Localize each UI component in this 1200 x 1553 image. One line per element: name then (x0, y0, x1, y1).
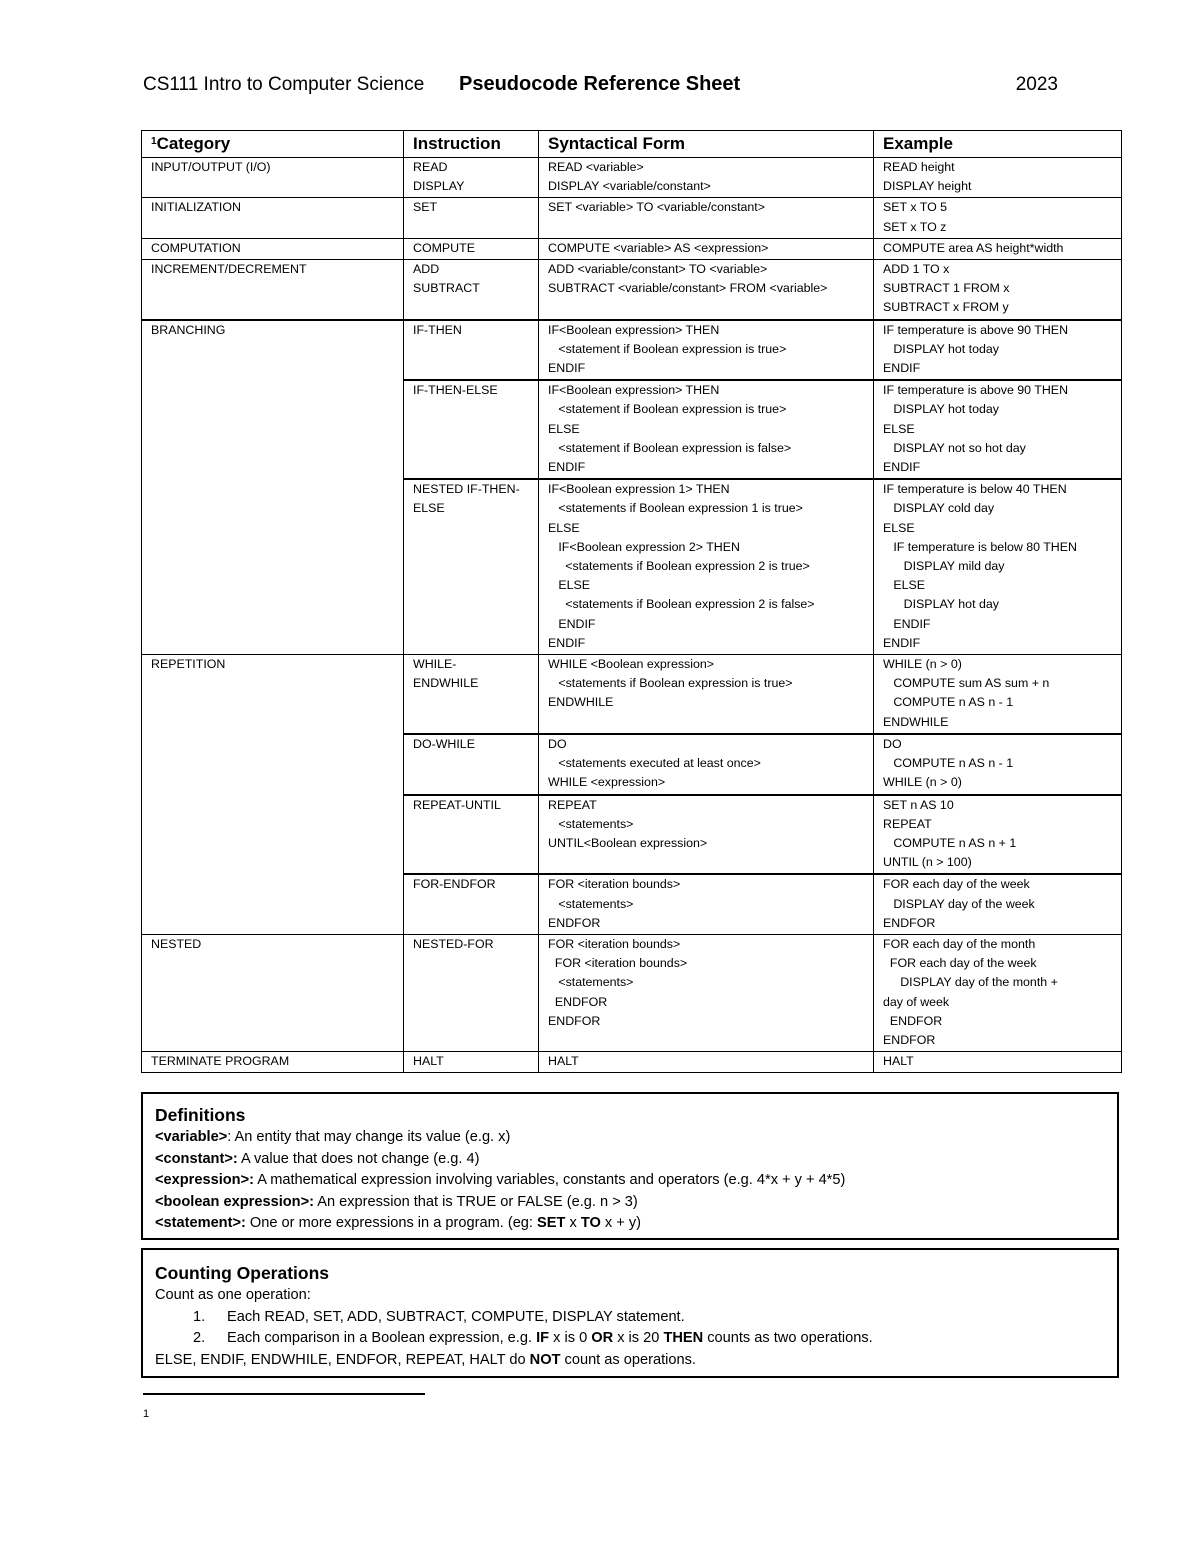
cell-instruction: REPEAT-UNTIL (404, 795, 539, 875)
column-header-syntax: Syntactical Form (539, 131, 874, 158)
cell-instruction: IF-THEN-ELSE (404, 380, 539, 479)
cell-instruction: FOR-ENDFOR (404, 874, 539, 934)
cell-syntax: IF<Boolean expression 1> THEN <statements if Boolean expression 1 is true> ELSE IF<Boolean expression 2> THEN <statements if Boolean expression 2 is true> ELSE <statements if Boolean expression 2 is false> ENDIF ENDIF (539, 479, 874, 654)
course-name: CS111 Intro to Computer Science (143, 74, 425, 95)
list-item: 2. Each comparison in a Boolean expression, e.g. IF x is 0 OR x is 20 THEN counts as two operations. (193, 1330, 873, 1347)
cell-instruction: COMPUTE (404, 238, 539, 259)
table-row (142, 1052, 1122, 1073)
counting-outro: ELSE, ENDIF, ENDWHILE, ENDFOR, REPEAT, HALT do NOT count as operations. (155, 1351, 696, 1368)
column-header-example: Example (874, 131, 1122, 158)
footnote-divider (143, 1393, 425, 1395)
counting-title: Counting Operations (155, 1263, 330, 1283)
cell-category: INITIALIZATION (142, 198, 404, 238)
cell-instruction: ADD SUBTRACT (404, 260, 539, 320)
pseudocode-table (141, 130, 1122, 1073)
cell-example: SET n AS 10 REPEAT COMPUTE n AS n + 1 UNTIL (n > 100) (874, 795, 1122, 875)
cell-example: SET x TO 5 SET x TO z (874, 198, 1122, 238)
table-row (142, 158, 1122, 198)
counting-list (155, 1307, 1117, 1350)
cell-instruction: IF-THEN (404, 320, 539, 381)
table-row (142, 655, 1122, 734)
page-header (143, 74, 1058, 102)
cell-syntax: REPEAT <statements> UNTIL<Boolean expression> (539, 795, 874, 875)
year: 2023 (1015, 74, 1058, 95)
cell-example: HALT (874, 1052, 1122, 1073)
footnote-number: 1 (143, 1408, 150, 1420)
cell-syntax: SET <variable> TO <variable/constant> (539, 198, 874, 238)
column-header-category: $^1$Category (142, 131, 404, 158)
cell-category: INPUT/OUTPUT (I/O) (142, 158, 404, 198)
cell-instruction: NESTED-FOR (404, 934, 539, 1051)
table-row (142, 320, 1122, 381)
cell-syntax: FOR <iteration bounds> FOR <iteration bounds> <statements> ENDFOR ENDFOR (539, 934, 874, 1051)
cell-example: IF temperature is below 40 THEN DISPLAY cold day ELSE IF temperature is below 80 THEN DISPLAY mild day ELSE DISPLAY hot day ENDIF ENDIF (874, 479, 1122, 654)
definitions-title: Definitions (155, 1105, 246, 1125)
definition-variable: <variable>: An entity that may change its value (e.g. x) (155, 1129, 511, 1145)
cell-category: NESTED (142, 934, 404, 1051)
cell-example: ADD 1 TO x SUBTRACT 1 FROM x SUBTRACT x FROM y (874, 260, 1122, 320)
cell-instruction: SET (404, 198, 539, 238)
cell-syntax: FOR <iteration bounds> <statements> ENDFOR (539, 874, 874, 934)
column-header-instruction: Instruction (404, 131, 539, 158)
cell-category: REPETITION (142, 655, 404, 935)
cell-example: IF temperature is above 90 THEN DISPLAY hot today ENDIF (874, 320, 1122, 381)
cell-syntax: READ <variable> DISPLAY <variable/constant> (539, 158, 874, 198)
cell-instruction: HALT (404, 1052, 539, 1073)
cell-example: COMPUTE area AS height*width (874, 238, 1122, 259)
table-row (142, 198, 1122, 238)
cell-category: BRANCHING (142, 320, 404, 655)
cell-syntax: HALT (539, 1052, 874, 1073)
counting-operations-box (141, 1248, 1119, 1378)
table-row (142, 260, 1122, 320)
cell-example: FOR each day of the month FOR each day of the week DISPLAY day of the month + day of week ENDFOR ENDFOR (874, 934, 1122, 1051)
definition-expression: <expression>: A mathematical expression involving variables, constants and operators (e.g. 4*x + y + 4*5) (155, 1172, 846, 1189)
cell-example: DO COMPUTE n AS n - 1 WHILE (n > 0) (874, 734, 1122, 795)
footnote-marker: 1 (151, 136, 157, 147)
cell-instruction: DO-WHILE (404, 734, 539, 795)
table-row (142, 934, 1122, 1051)
cell-category: INCREMENT/DECREMENT (142, 260, 404, 320)
cell-instruction: NESTED IF-THEN- ELSE (404, 479, 539, 654)
cell-instruction: READ DISPLAY (404, 158, 539, 198)
cell-syntax: COMPUTE <variable> AS <expression> (539, 238, 874, 259)
table-header-row (142, 131, 1122, 158)
cell-example: IF temperature is above 90 THEN DISPLAY hot today ELSE DISPLAY not so hot day ENDIF (874, 380, 1122, 479)
cell-syntax: IF<Boolean expression> THEN <statement if Boolean expression is true> ENDIF (539, 320, 874, 381)
list-item: 1. Each READ, SET, ADD, SUBTRACT, COMPUTE, DISPLAY statement. (193, 1308, 685, 1325)
definition-constant: <constant>: A value that does not change (e.g. 4) (155, 1150, 480, 1167)
cell-instruction: WHILE- ENDWHILE (404, 655, 539, 734)
cell-syntax: IF<Boolean expression> THEN <statement if Boolean expression is true> ELSE <statement if Boolean expression is false> ENDIF (539, 380, 874, 479)
cell-example: READ height DISPLAY height (874, 158, 1122, 198)
cell-syntax: DO <statements executed at least once> WHILE <expression> (539, 734, 874, 795)
cell-example: WHILE (n > 0) COMPUTE sum AS sum + n COMPUTE n AS n - 1 ENDWHILE (874, 655, 1122, 734)
cell-syntax: ADD <variable/constant> TO <variable> SUBTRACT <variable/constant> FROM <variable> (539, 260, 874, 320)
cell-example: FOR each day of the week DISPLAY day of the week ENDFOR (874, 874, 1122, 934)
counting-intro: Count as one operation: (155, 1287, 311, 1303)
table-row (142, 238, 1122, 259)
definitions-box (141, 1092, 1119, 1240)
page-title: Pseudocode Reference Sheet (459, 73, 741, 95)
cell-category: TERMINATE PROGRAM (142, 1052, 404, 1073)
definition-statement: <statement>: One or more expressions in a program. (eg: SET x TO x + y) (155, 1215, 641, 1232)
definition-boolean-expression: <boolean expression>: An expression that is TRUE or FALSE (e.g. n > 3) (155, 1193, 638, 1210)
cell-syntax: WHILE <Boolean expression> <statements if Boolean expression is true> ENDWHILE (539, 655, 874, 734)
cell-category: COMPUTATION (142, 238, 404, 259)
